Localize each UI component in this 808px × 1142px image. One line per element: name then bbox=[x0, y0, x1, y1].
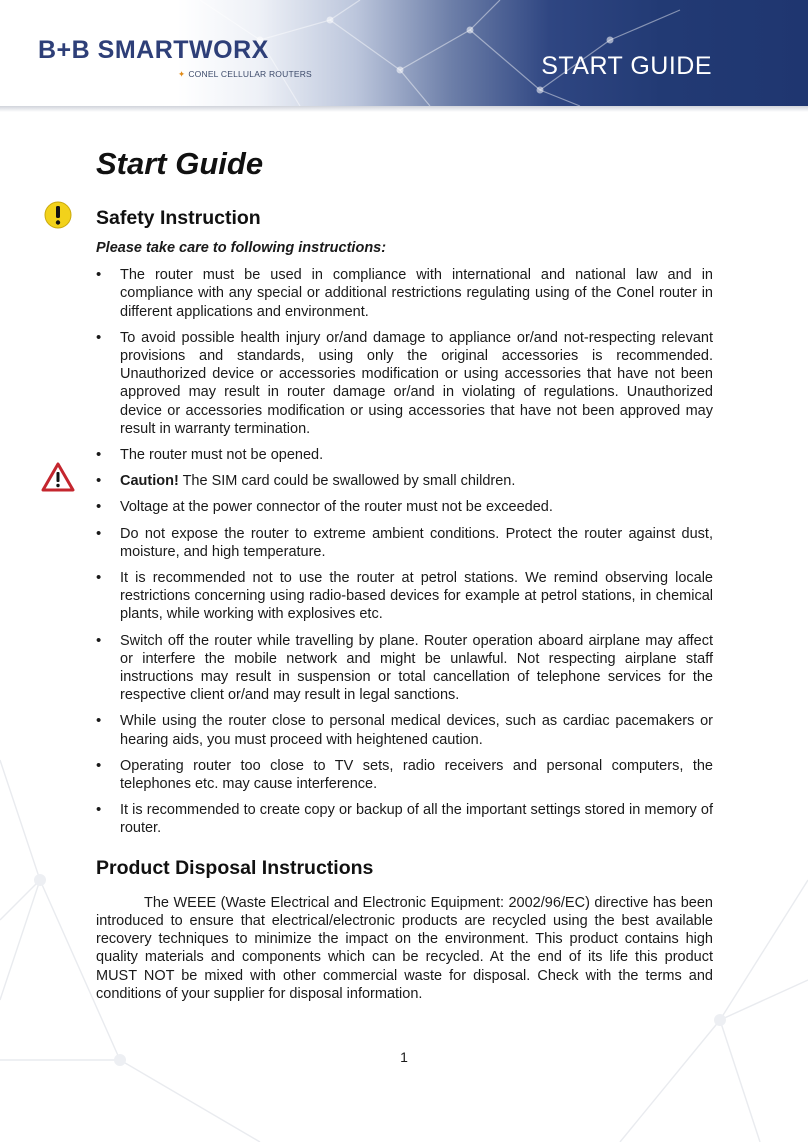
logo-subtitle-text: CONEL CELLULAR ROUTERS bbox=[188, 69, 312, 79]
caution-text: The SIM card could be swallowed by small children. bbox=[178, 473, 516, 490]
safety-intro: Please take care to following instructions: bbox=[96, 240, 387, 256]
star-icon: ✦ bbox=[178, 69, 186, 79]
safety-heading: Safety Instruction bbox=[96, 207, 261, 229]
company-logo bbox=[38, 36, 318, 86]
list-item: • It is recommended not to use the router at petrol stations. We remind observing locale restrictions concerning using radio-based devices for example at petrol stations, in chemical plants, while working with explosives etc. bbox=[96, 569, 713, 624]
page-title: Start Guide bbox=[96, 146, 264, 181]
safety-list bbox=[96, 266, 713, 837]
disposal-paragraph: The WEEE (Waste Electrical and Electronic Equipment: 2002/96/EC) directive has been introduced to ensure that electrical/electronic products are recycled using the best available recovery techniques to minimize the impact on the environment. This product contains high quality materials and components which can be recycled. At the end of its life this product MUST NOT be mixed with other commercial waste for disposal. Check with the terms and conditions of your supplier for disposal information. bbox=[96, 894, 713, 1002]
list-item: • Switch off the router while travelling by plane. Router operation aboard airplane may affect or interfere the mobile network and might be unlawful. Not respecting airplane staff instructions may result in suspension or total cancellation of telephone services for the respective client or/and may result in legal sanctions. bbox=[96, 632, 713, 705]
list-item: • The router must be used in compliance with international and national law and in compliance with any special or additional restrictions regulating using of the Conel router in different applications and environment. bbox=[96, 266, 713, 321]
list-item: • Voltage at the power connector of the router must not be exceeded. bbox=[96, 498, 713, 516]
logo-wordmark: B+B SMARTWORX bbox=[38, 36, 269, 64]
list-item: • It is recommended to create copy or backup of all the important settings stored in memory of router. bbox=[96, 801, 713, 837]
list-item: • Do not expose the router to extreme ambient conditions. Protect the router against dust, moisture, and high temperature. bbox=[96, 525, 713, 561]
warning-triangle-icon bbox=[41, 462, 75, 492]
page-number: 1 bbox=[400, 1049, 408, 1065]
list-item: • While using the router close to personal medical devices, such as cardiac pacemakers or hearing aids, you must proceed with heightened caution. bbox=[96, 712, 713, 748]
list-item: • The router must not be opened. bbox=[96, 446, 713, 464]
list-item: • To avoid possible health injury or/and damage to appliance or/and not-respecting relevant provisions and standards, using only the original accessories is recommended. Unauthorized device or accessories modification or using accessories that have not been approved may result in router damage or/and in violating of regulations. Unauthorized device or accessories modification or using accessories that have not been approved may result in warranty termination. bbox=[96, 329, 713, 438]
disposal-heading: Product Disposal Instructions bbox=[96, 856, 374, 879]
page-header bbox=[0, 0, 808, 106]
logo-subtitle bbox=[178, 69, 312, 80]
main-content bbox=[96, 140, 713, 1003]
caution-label: Caution! bbox=[120, 473, 179, 490]
list-item: • Operating router too close to TV sets, radio receivers and personal computers, the telephones etc. may cause interference. bbox=[96, 757, 713, 793]
exclamation-icon bbox=[44, 201, 72, 229]
list-item-caution bbox=[96, 472, 713, 490]
header-title: START GUIDE bbox=[541, 52, 712, 80]
header-shadow bbox=[0, 106, 808, 112]
